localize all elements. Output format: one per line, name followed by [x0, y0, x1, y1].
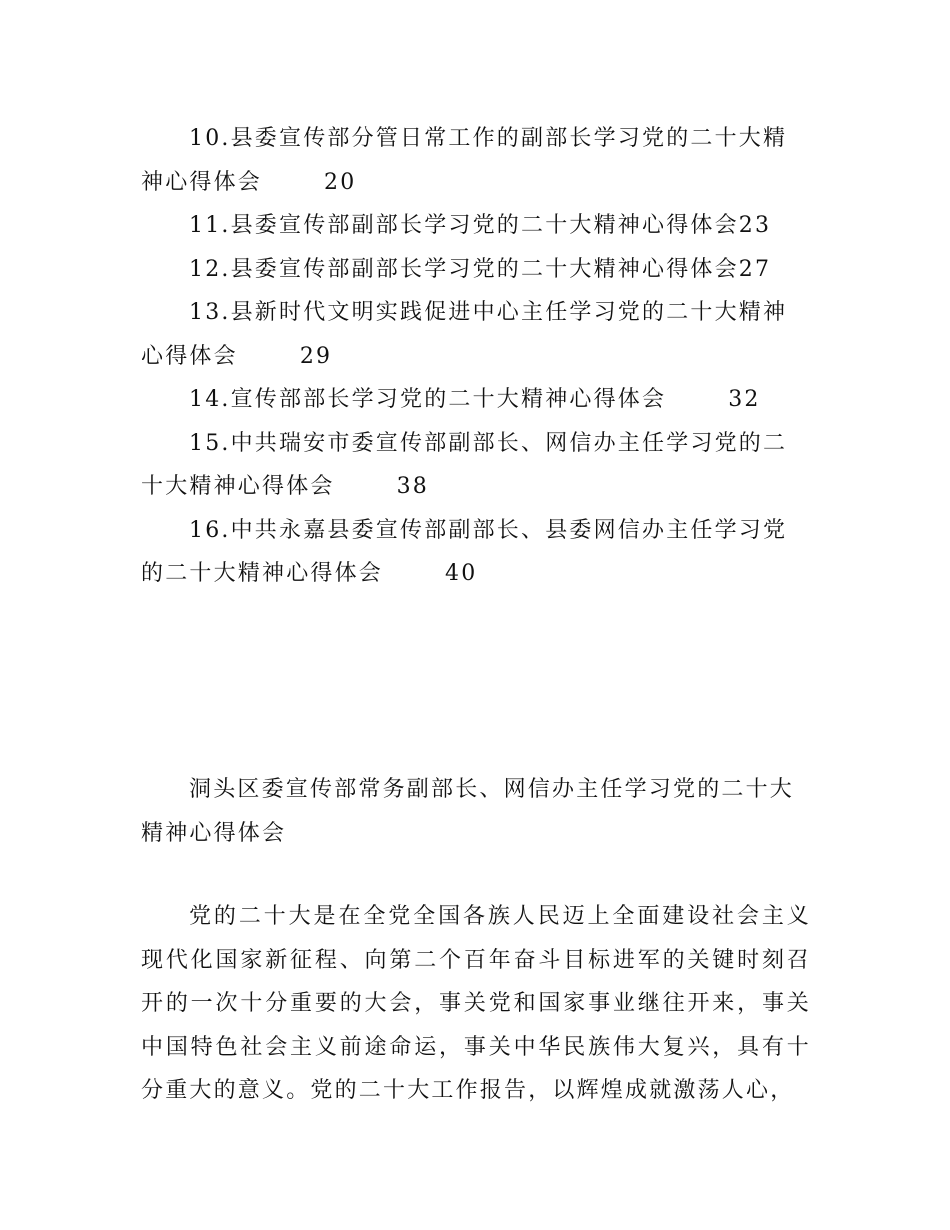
table-of-contents — [141, 117, 811, 596]
toc-entry[interactable] — [141, 378, 811, 422]
toc-entry[interactable] — [141, 248, 811, 292]
toc-entry-title: 中共瑞安市委宣传部副部长、网信办主任学习党的二十大精神心得体会 — [141, 430, 788, 499]
toc-entry-title: 中共永嘉县委宣传部副部长、县委网信办主任学习党的二十大精神心得体会 — [141, 517, 788, 586]
toc-entry[interactable] — [141, 509, 811, 596]
toc-entry-number: 16. — [189, 517, 231, 543]
article-title: 洞头区委宣传部常务副部长、网信办主任学习党的二十大精神心得体会 — [141, 777, 795, 846]
article-paragraph: 党的二十大是在全党全国各族人民迈上全面建设社会主义现代化国家新征程、向第二个百年奋斗目标进军的关键时刻召开的一次十分重要的大会，事关党和国家事业继往开来，事关中国特色社会主义前途命运，事关中华民族伟大复兴，具有十分重大的意义。党的二十大工作报告，以辉煌成就激荡人心， — [141, 904, 811, 1103]
toc-entry-number: 14. — [189, 387, 231, 412]
toc-entry[interactable] — [141, 422, 811, 509]
toc-entry-title: 县委宣传部副部长学习党的二十大精神心得体会 — [230, 213, 739, 238]
toc-entry-number: 11. — [189, 213, 231, 238]
toc-entry-title: 县新时代文明实践促进中心主任学习党的二十大精神心得体会 — [141, 300, 788, 369]
toc-entry-title: 县委宣传部分管日常工作的副部长学习党的二十大精神心得体会 — [141, 126, 788, 195]
toc-entry-number: 15. — [189, 430, 231, 456]
toc-entry-title: 县委宣传部副部长学习党的二十大精神心得体会 — [230, 256, 739, 282]
toc-entry-number: 10. — [189, 126, 231, 151]
toc-entry-number: 12. — [189, 256, 231, 282]
toc-entry-number: 13. — [189, 300, 231, 325]
toc-entry-page: 23 — [738, 213, 772, 238]
toc-entry-page: 29 — [299, 343, 333, 369]
toc-entry-page: 38 — [396, 474, 430, 499]
toc-entry-page: 40 — [445, 561, 478, 586]
toc-entry-page: 27 — [738, 256, 772, 282]
toc-entry-page: 20 — [324, 169, 357, 195]
toc-entry-title: 宣传部部长学习党的二十大精神心得体会 — [230, 387, 667, 412]
toc-entry-page: 32 — [728, 387, 761, 412]
toc-entry[interactable] — [141, 291, 811, 378]
toc-entry[interactable] — [141, 117, 811, 204]
toc-entry[interactable] — [141, 204, 811, 248]
